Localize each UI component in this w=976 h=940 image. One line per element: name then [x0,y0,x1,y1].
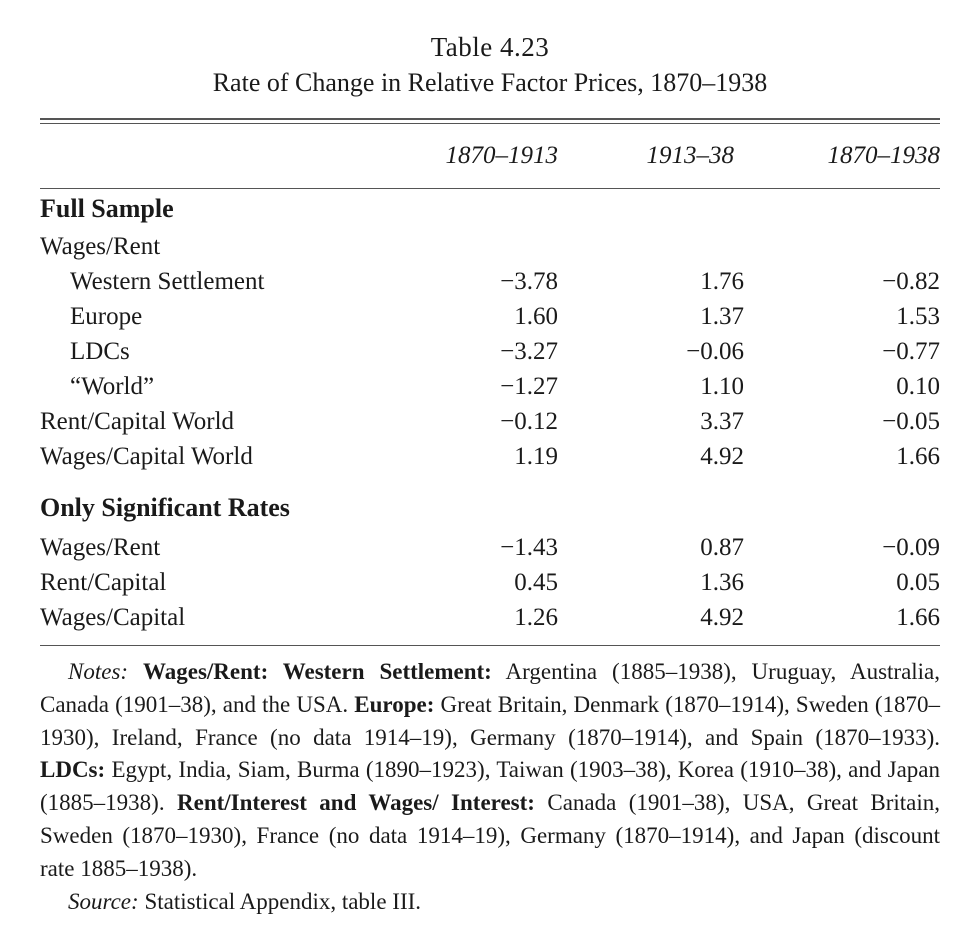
notes-paragraph [40,656,940,886]
row-label: Western Settlement [70,268,265,295]
table-caption [40,30,940,100]
table-title: Rate of Change in Relative Factor Prices, 1870–1938 [212,68,768,97]
bottom-rule [40,645,940,646]
table-cell: −1.27 [500,373,558,400]
notes-ws-text: Argentina (1885–1938), Uruguay, Australia, Canada (1901–38), and the USA. [40,659,941,717]
source-paragraph [40,886,940,919]
row-label: Wages/Capital [40,604,186,631]
row-label: “World” [70,373,155,400]
row-label: LDCs [70,338,130,365]
table-notes [40,656,940,918]
table-row [40,565,940,600]
table-cell: 1.10 [700,373,744,400]
table-number: Table 4.23 [430,32,550,62]
table-cell: −1.43 [500,534,558,561]
section-heading: Full Sample [40,194,174,223]
table-cell: 1.60 [514,303,558,330]
table-row [40,299,940,334]
table-cell: 1.76 [700,268,744,295]
table-cell: −3.27 [500,338,558,365]
row-label: Europe [70,303,143,330]
table-cell: −0.77 [882,338,940,365]
row-label: Wages/Rent [40,233,161,260]
section-heading-row [40,474,940,530]
notes-europe-text: Great Britain, Denmark (1870–1914), Sweden (1870–1930), Ireland, France (no data 1914–19), Germany (1870–1914), and Spain (1870–1933). [40,691,941,750]
column-header-row [40,124,940,188]
row-label: Rent/Capital [40,569,167,596]
table-cell: −3.78 [500,268,558,295]
table-row [40,369,940,404]
column-header: 1870–1938 [827,142,940,169]
row-label: Rent/Capital World [40,408,235,435]
table-cell: 0.10 [896,373,940,400]
row-label: Wages/Capital World [40,443,253,470]
table-row [40,404,940,439]
notes-ri-label: Rent/Interest and Wages/ Interest: [177,790,535,816]
notes-ldc-label: LDCs: [40,757,106,783]
table-cell: −0.05 [882,408,940,435]
table-row [40,229,940,264]
section-heading: Only Significant Rates [40,493,290,522]
data-table [40,124,940,645]
row-label: Wages/Rent [40,534,161,561]
notes-label: Notes: [68,659,129,684]
table-cell: −0.82 [882,268,940,295]
table-cell: 4.92 [700,443,744,470]
table-cell: 1.19 [514,443,558,470]
table-cell: 0.05 [896,569,940,596]
source-label: Source: [68,888,139,914]
table-cell: 1.53 [896,303,940,330]
notes-ws-label: Wages/Rent: Western Settlement: [143,659,492,684]
source-text: Statistical Appendix, table III. [144,888,422,914]
table-row [40,530,940,565]
table-cell: 1.66 [896,443,940,470]
table-cell: 3.37 [700,408,744,435]
table-cell: 0.87 [700,534,744,561]
column-header: 1913–38 [646,142,734,169]
table-page [40,30,940,918]
notes-ldc-text: Egypt, India, Siam, Burma (1890–1923), Taiwan (1903–38), Korea (1910–38), and Japan (1885–1938). [40,757,940,816]
table-row [40,334,940,369]
table-row [40,439,940,474]
column-header: 1870–1913 [445,142,558,169]
section-heading-row [40,189,940,229]
table-cell: 4.92 [700,604,744,631]
table-row [40,264,940,299]
table-cell: −0.09 [882,534,940,561]
notes-ri-text: Canada (1901–38), USA, Great Britain, Sweden (1870–1930), France (no data 1914–19), Germany (1870–1914), and Japan (discount rate 1885–1938). [40,790,941,881]
table-cell: −0.12 [500,408,558,435]
table-cell: 1.26 [514,604,558,631]
notes-europe-label: Europe: [354,691,435,717]
table-cell: 0.45 [514,569,558,596]
table-cell: 1.66 [896,604,940,631]
table-cell: 1.36 [700,569,744,596]
table-cell: −0.06 [686,338,744,365]
table-cell: 1.37 [700,303,744,330]
table-row [40,600,940,635]
